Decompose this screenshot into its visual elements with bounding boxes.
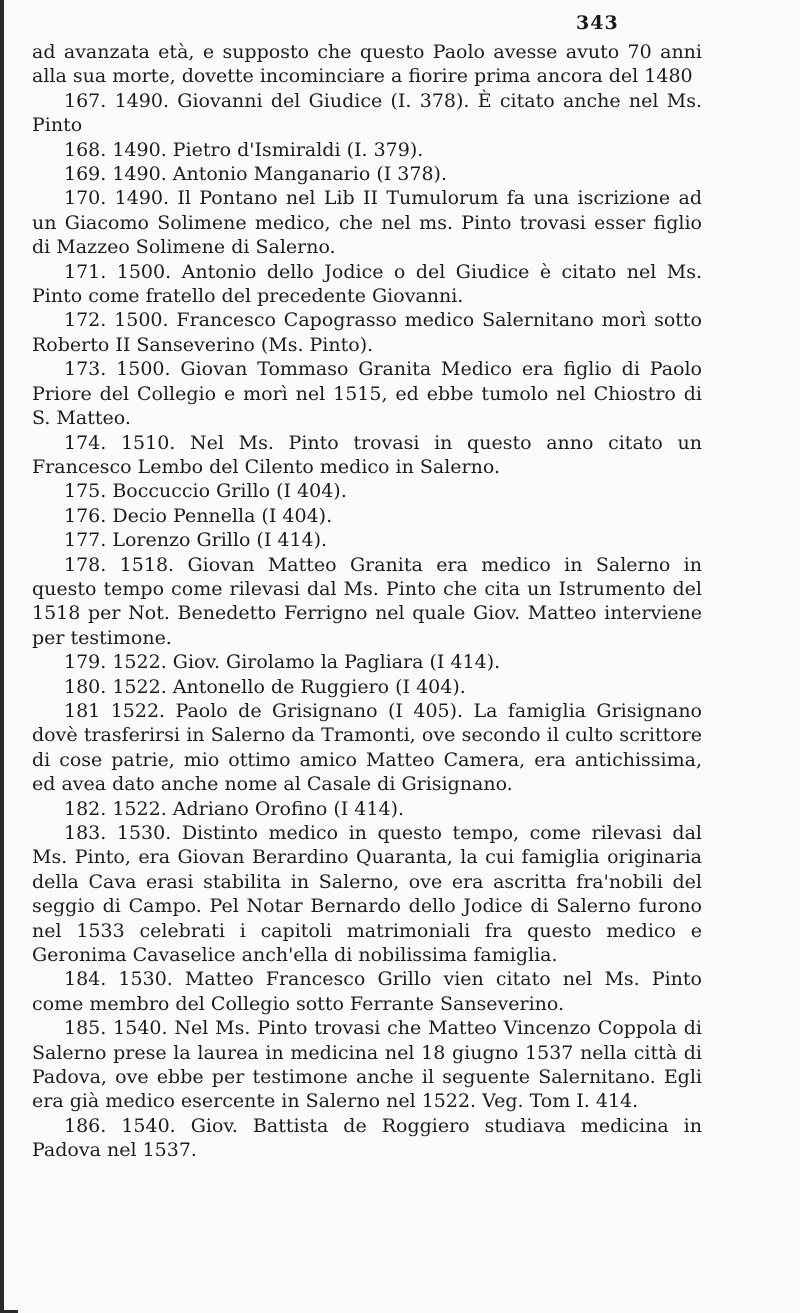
entry-paragraph: 180. 1522. Antonello de Ruggiero (I 404). [64,675,466,698]
entry-paragraph: 177. Lorenzo Grillo (I 414). [64,529,328,552]
text-body [32,40,702,1163]
entry-paragraph: 185. 1540. Nel Ms. Pinto trovasi che Matteo Vincenzo Coppola di Salerno prese la laurea in medicina nel 18 giugno 1537 nella città di Padova, ove ebbe per testimone anche il seguente Salernitano. Egli era già medico esercente in Salerno nel 1522. Veg. Tom I. 414. [32,1017,702,1113]
scan-border [0,0,4,1313]
entry-paragraph: 184. 1530. Matteo Francesco Grillo vien citato nel Ms. Pinto come membro del Collegio sotto Ferrante Sanseverino. [32,968,702,1015]
entry-paragraph: 179. 1522. Giov. Girolamo la Pagliara (I 414). [64,651,501,674]
entry-paragraph: 169. 1490. Antonio Manganario (I 378). [64,163,447,186]
entry-paragraph: 183. 1530. Distinto medico in questo tempo, come rilevasi dal Ms. Pinto, era Giovan Berardino Quaranta, la cui famiglia originaria della Cava erasi stabilita in Salerno, ove era ascritta fra'nobili del seggio di Campo. Pel Notar Bernardo dello Jodice di Salerno furono nel 1533 celebrati i capitoli matrimoniali fra questo medico e Geronima Cavaselice anch'ella di nobilissima famiglia. [32,822,702,967]
entry-paragraph: 170. 1490. Il Pontano nel Lib II Tumulorum fa una iscrizione ad un Giacomo Solimene medico, che nel ms. Pinto trovasi esser figlio di Mazzeo Solimene di Salerno. [32,187,702,259]
entry-paragraph: 175. Boccuccio Grillo (I 404). [64,480,347,503]
entry-paragraph: 186. 1540. Giov. Battista de Roggiero studiava medicina in Padova nel 1537. [32,1114,702,1162]
entry-paragraph: 171. 1500. Antonio dello Jodice o del Giudice è citato nel Ms. Pinto come fratello del precedente Giovanni. [32,260,702,308]
entry-paragraph: 181 1522. Paolo de Grisignano (I 405). La famiglia Grisignano dovè trasferirsi in Salerno da Tramonti, ove secondo il culto scrittore di cose patrie, mio ottimo amico Matteo Camera, era antichissima, ed avea dato anche nome al Casale di Grisignano. [32,699,702,796]
entry-paragraph: 173. 1500. Giovan Tommaso Granita Medico era figlio di Paolo Priore del Collegio e morì nel 1515, ed ebbe tumolo nel Chiostro di S. Matteo. [32,358,702,430]
entry-paragraph: 174. 1510. Nel Ms. Pinto trovasi in questo anno citato un Francesco Lembo del Cilento medico in Salerno. [32,431,702,478]
entry-paragraph: 167. 1490. Giovanni del Giudice (I. 378). È citato anche nel Ms. Pinto [32,89,702,137]
page-number: 343 [576,12,619,34]
entry-paragraph: 168. 1490. Pietro d'Ismiraldi (I. 379). [64,138,424,161]
entry-paragraph: 178. 1518. Giovan Matteo Granita era medico in Salerno in questo tempo come rilevasi dal Ms. Pinto che cita un Istrumento del 1518 per Not. Benedetto Ferrigno nel quale Giov. Matteo interviene per testimone. [32,553,702,649]
continuation-paragraph: ad avanzata età, e supposto che questo Paolo avesse avuto 70 anni alla sua morte, dovette incominciare a fiorire prima ancora del 1480 [32,41,702,88]
entry-paragraph: 182. 1522. Adriano Orofino (I 414). [64,797,405,820]
entry-paragraph: 172. 1500. Francesco Capograsso medico Salernitano morì sotto Roberto II Sanseverino (Ms. Pinto). [32,309,702,356]
entry-paragraph: 176. Decio Pennella (I 404). [64,504,333,527]
